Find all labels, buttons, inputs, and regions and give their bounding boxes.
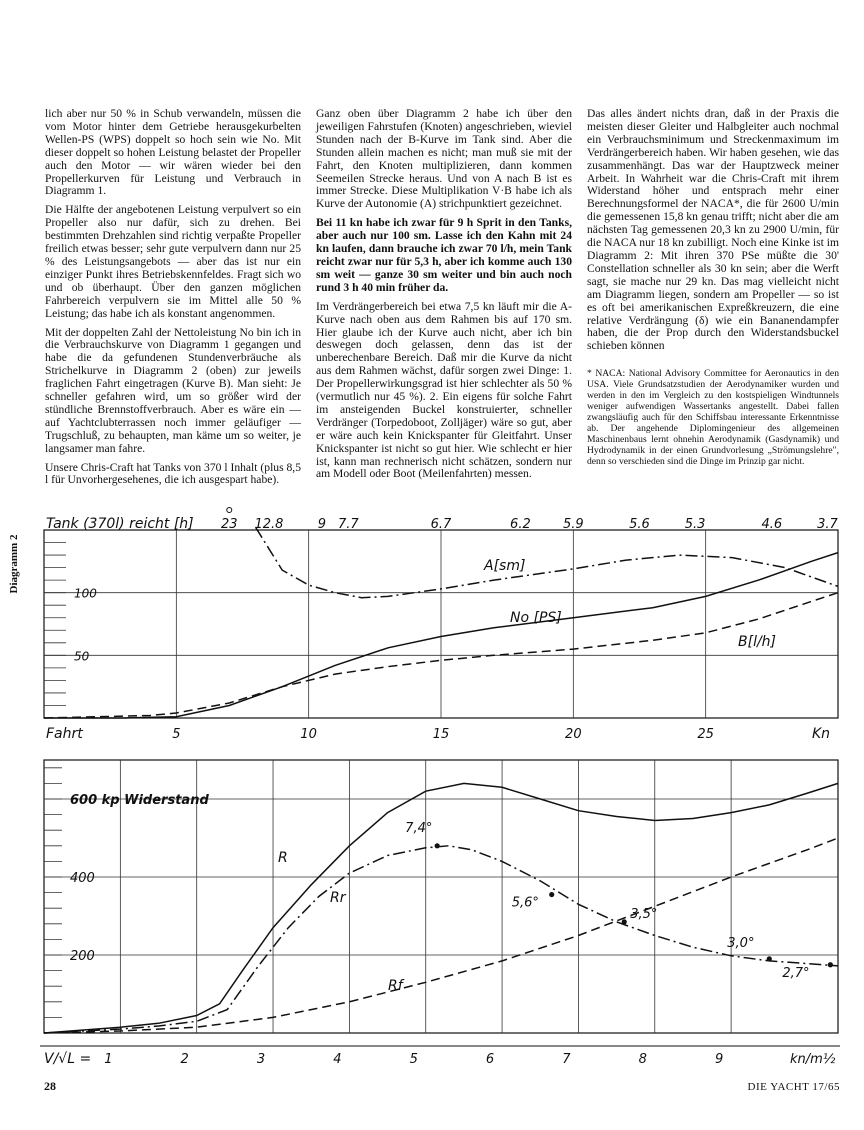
chart2-x-tick-label: 5 bbox=[409, 1052, 418, 1067]
chart1-x-tick-label: 5 bbox=[172, 727, 181, 742]
chart1-series-label-a: A[sm] bbox=[484, 558, 526, 574]
chart1-series-label-b: B[l/h] bbox=[738, 634, 777, 650]
chart2-annotation-label: 3,0° bbox=[727, 935, 755, 951]
paragraph: Unsere Chris-Craft hat Tanks von 370 l Inhalt (plus 8,5 l für Unvorhergesehenes, die ich ausgespart habe). bbox=[45, 460, 301, 487]
chart2-annotation-label: 3,5° bbox=[630, 906, 658, 922]
chart1-top-marker bbox=[227, 508, 232, 513]
chart2-x-tick-label: 2 bbox=[180, 1052, 189, 1067]
chart2-x-label: V/√L = bbox=[44, 1051, 92, 1067]
chart2-x-tick-label: 6 bbox=[485, 1052, 495, 1067]
chart1-x-tick-label: 25 bbox=[697, 727, 714, 742]
chart1-top-tick-label: 5.9 bbox=[562, 517, 584, 532]
chart2-x-unit: kn/m½ bbox=[790, 1052, 836, 1067]
paragraph: Mit der doppelten Zahl der Nettoleistung No bin ich in die Verbrauchskurve von Diagramm 1 gegangen und habe die da gefundenen Stundenverbräuche als Strichelkurve in Diagramm 2 (oben) zur jeweils fraglichen Fahrt eingetragen (Kurve B). Man sieht: Je schneller gefahren wird, um so größer wird der stündliche Brennstoffverbrauch. Aber es wäre ein — auf Yachtclubterrassen noch immer geläufiger — Trugschluß, zu behaupten, man käme um so weiter, je langsamer man fahre. bbox=[45, 325, 301, 455]
chart1-x-tick-label: 20 bbox=[565, 727, 582, 742]
chart2-series-label-r: R bbox=[278, 850, 288, 866]
chart1-top-tick-label: 5.3 bbox=[684, 517, 706, 532]
chart1-top-axis-label: Tank (370l) reicht [h] bbox=[46, 516, 194, 532]
chart1-series-asm bbox=[256, 528, 838, 598]
chart2-annotation-marker bbox=[622, 919, 627, 924]
chart2-annotation-marker bbox=[828, 962, 833, 967]
chart1-top-tick-label: 4.6 bbox=[761, 517, 783, 532]
chart1-top-tick-label: 23 bbox=[220, 517, 238, 532]
chart1-top-tick-label: 12.8 bbox=[254, 517, 284, 532]
chart2-series-rr bbox=[44, 846, 838, 1033]
paragraph: lich aber nur 50 % in Schub verwandeln, müssen die vom Motor hinter dem Getriebe herausgekurbelten Wellen-PS (WPS) doppelt so hoch sein wie No. Mit dieser doppelt so hohen Leistung belastet der Propeller auch den Motor — wir wären wieder bei den Propellerkurven für Leistung und Verbrauch in Diagramm 1. bbox=[45, 107, 301, 198]
chart1-x-label: Fahrt bbox=[46, 726, 83, 742]
chart1-x-unit: Kn bbox=[812, 726, 831, 742]
chart1-top-tick-label: 3.7 bbox=[817, 517, 838, 532]
chart2-x-tick-label: 9 bbox=[714, 1052, 724, 1067]
chart1-series-label-no: No [PS] bbox=[510, 610, 562, 626]
chart2-annotation-marker bbox=[549, 892, 554, 897]
chart1-top-tick-label: 5.6 bbox=[629, 517, 650, 532]
chart2-y-tick-label: 400 bbox=[70, 871, 95, 886]
chart1-top-tick-label: 7.7 bbox=[338, 517, 359, 532]
chart2-x-tick-label: 4 bbox=[333, 1052, 342, 1067]
paragraph: Die Hälfte der angebotenen Leistung verpulvert so ein Propeller also nur dafür, sich zu drehen. Bei bestimmten Drehzahlen sind richtig verpaßte Propeller freilich etwas besser; sehr gute verpulvern dann nur 25 % des Leistungsangebots — aber das ist nur ein einziger Punkt ihres Betriebskennfeldes. Fragt sich wo und ob überhaupt. Über den ganzen möglichen Fahrbereich verpulvern sie im Mittel alle 50 % Leistung; das habe ich als konstant angenommen. bbox=[45, 203, 301, 320]
chart1-x-tick-label: 15 bbox=[432, 727, 450, 742]
chart1-top-tick-label: 6.2 bbox=[510, 517, 531, 532]
paragraph: Ganz oben über Diagramm 2 habe ich über den jeweiligen Fahrstufen (Knoten) angeschrieben, wieviel Stunden nach der B-Kurve im Tank sind. Aber die Stunden allein machen es nicht; man muß sie mit der Fahrt, den Knoten multiplizieren, dann kommen Seemeilen Strecke heraus. Und von A nach B ist es immer Strecke. Diese Multiplikation V·B habe ich als Kurve der Autonomie (A) strichpunktiert gezeichnet. bbox=[316, 107, 572, 211]
chart2-y-axis-label: 600 kp Widerstand bbox=[70, 793, 209, 808]
chart2-x-tick-label: 8 bbox=[638, 1052, 647, 1067]
chart2-annotation-label: 5,6° bbox=[511, 895, 539, 911]
footnote-text: * NACA: National Advisory Committee for Aeronautics in den USA. Viele Grundsatzstudien der Aerodynamiker wurden und werden in den im Vergleich zu den kostspieligen Windtunnels weniger aufwendigen Wassertanks angestellt. Dabei fallen zwangsläufig auch für den Schiffsbau interessante Erkenntnisse ab. Der angehende Diplomingenieur des allgemeinen Maschinenbaus lernt ohnehin Aerodynamik (Gasdynamik) und Hydrodynamik in der einen Grundvorlesung „Strömungslehre", denn so verschieden sind die Dinge im Prinzip gar nicht. bbox=[587, 368, 839, 468]
chart1-top-tick-label: 9 bbox=[317, 517, 327, 532]
chart1-y-tick-label: 100 bbox=[74, 586, 97, 601]
chart2-series-label-rf: Rf bbox=[388, 978, 403, 994]
paragraph: Das alles ändert nichts dran, daß in der Praxis die meisten dieser Gleiter und Halbgleiter auch nochmal ein Verbrauchsminimum und Streckenmaximum im Verdrängerbereich haben. Wir haben gesehen, wie das zusammenhängt. Das war der Hauptzweck meiner Arbeit. In Wahrheit war die Chris-Craft mit ihrem Widerstand höher und entsprach mehr einer Berechnungsformel der NACA*, die für 2600 U/min die gemessenen 15,8 kn genau trifft; nicht aber die am nächsten Tag gemessenen 20,3 kn zu 2900 U/min, für die NACA nur 18 kn zubilligt. Noch eine Kinke ist im Diagramm 2: Mit ihren 370 PSe müßte die 30' Constellation schneller als 30 kn sein; aber die Werft sagt, sie mache nur 29 kn. Das mag vielleicht nicht am Diagramm liegen, sondern am Propeller — so ist es oft bei amerikanischen Expreßkreuzern, die eine relative Verdrängung (δ) wie ein Bananendampfer haben, die der Prop durch den Widerstandsbuckel schieben können bbox=[587, 107, 839, 353]
chart2-x-tick-label: 1 bbox=[104, 1052, 113, 1067]
chart2-series-label-rr: Rr bbox=[330, 890, 346, 906]
chart2-x-tick-label: 7 bbox=[562, 1052, 571, 1067]
chart2-annotation-marker bbox=[767, 956, 772, 961]
chart2-series-rf bbox=[44, 838, 838, 1033]
chart2-annotation-marker bbox=[435, 843, 440, 848]
chart1-top-tick-label: 6.7 bbox=[430, 517, 452, 532]
diagram-label-text: Diagramm 2 bbox=[8, 534, 20, 594]
chart2-annotation-label: 7,4° bbox=[405, 820, 433, 836]
magazine-issue: DIE YACHT 17/65 bbox=[747, 1081, 840, 1093]
chart2-x-tick-label: 3 bbox=[256, 1052, 266, 1067]
chart1-x-tick-label: 10 bbox=[300, 727, 317, 742]
chart2-series-r bbox=[44, 783, 838, 1033]
page-number: 28 bbox=[44, 1079, 56, 1093]
paragraph: Im Verdrängerbereich bei etwa 7,5 kn läuft mir die A-Kurve nach oben aus dem Rahmen bis auf 170 sm. Hier glaube ich der Kurve auch nicht, aber ich bin deswegen doch gelassen, denn das ist der unberechenbare Bereich. Daß mir die Kurve da nicht aus dem Rahmen wächst, dafür sorgen zwei Dinge: 1. Der Propellerwirkungsgrad ist hier schlechter als 50 % (vermutlich nur 45 %). 2. Ein eigens für solche Fahrt im ansteigenden Buckel konstruierter, schneller Verdränger (Torpedoboot, Zolljäger) wäre so gut, aber er wäre auch kein Knickspanter für Gleitfahrt. Unser Knickspanter ist nicht so gut hier. Wie schlecht er hier ist, kann man rechnerisch nicht schätzen, sondern nur am Modell oder Boot (Meilenfahrten) messen. bbox=[316, 299, 572, 481]
chart1-y-tick-label: 50 bbox=[74, 649, 90, 664]
paragraph-bold: Bei 11 kn habe ich zwar für 9 h Sprit in den Tanks, aber auch nur 100 sm. Lasse ich den Kahn mit 24 kn laufen, dann brauche ich zwar 70 l/h, mein Tank reicht zwar nur für 5,3 h, aber ich komme auch 130 sm weit — ganze 30 sm weiter und bin auch noch rund 3 h 40 min früher da. bbox=[316, 216, 572, 294]
chart2-y-tick-label: 200 bbox=[70, 949, 95, 964]
chart2-annotation-label: 2,7° bbox=[782, 965, 810, 981]
